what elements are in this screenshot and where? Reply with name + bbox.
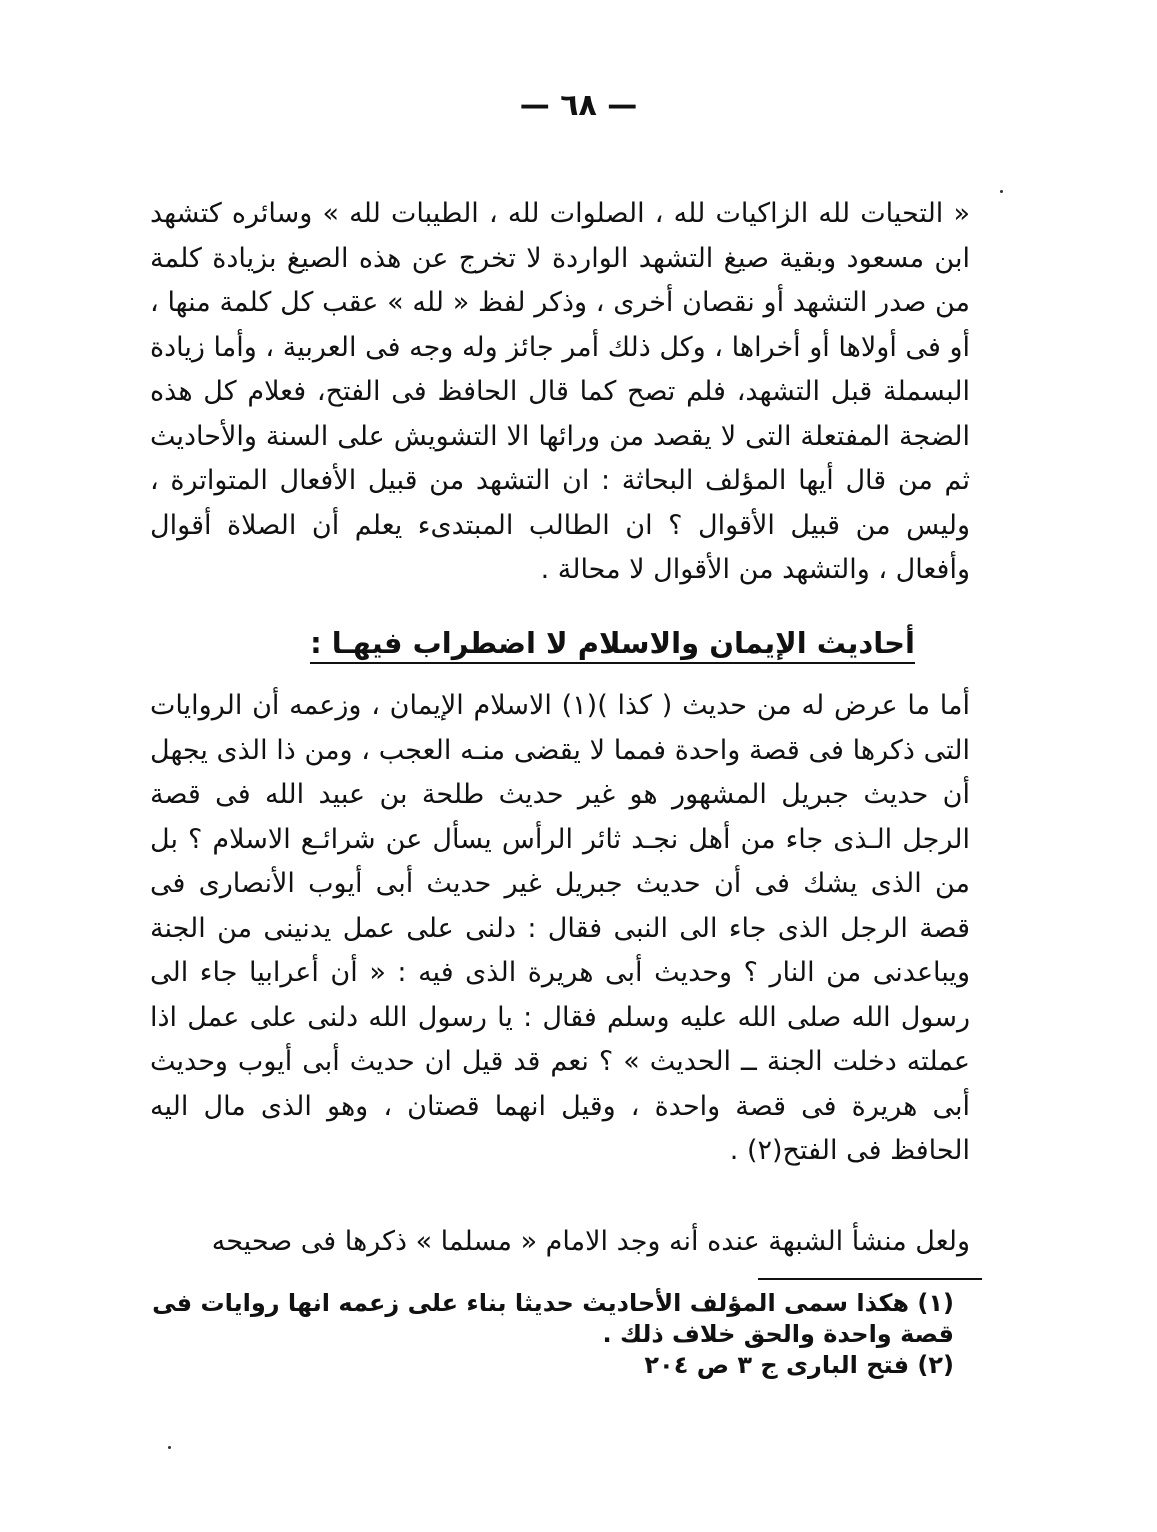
page-number: — ٦٨ — [519, 88, 638, 123]
section-heading: أحاديث الإيمان والاسلام لا اضطراب فيهـا : [310, 626, 915, 664]
scan-speck [1000, 190, 1003, 193]
paragraph-iman-islam: أما ما عرض له من حديث ( كذا )(١) الاسلام الإيمان ، وزعمه أن الروايات التى ذكرها فى قصة واحدة فمما لا يقضى منـه العجب ، ومن ذا الذى يجهل أن حديث جبريل المشهور هو غير حديث طلحة بن عبيد الله فى قصة الرجل الـذى جاء من أهل نجـد ثائر الرأس يسأل عن شرائـع الاسلام ؟ بل من الذى يشك فى أن حديث جبريل غير حديث أبى أيوب الأنصارى فى قصة الرجل الذى جاء الى النبى فقال : دلنى على عمل يدنينى من الجنة ويباعدنى من النار ؟ وحديث أبى هريرة الذى فيه : « أن أعرابيا جاء الى رسول الله صلى الله عليه وسلم فقال : يا رسول الله دلنى على عمل اذا عملته دخلت الجنة ــ الحديث » ؟ نعم قد قيل ان حديث أبى أيوب وحديث أبى هريرة فى قصة واحدة ، وقيل انهما قصتان ، وهو الذى مال اليه الحافظ فى الفتح(٢) . [150, 690, 970, 1166]
footnote-2: (٢) فتح البارى ج ٣ ص ٢٠٤ [644, 1351, 954, 1379]
footnotes [150, 1288, 976, 1405]
footnote-1: (١) هكذا سمى المؤلف الأحاديث حديثا بناء على زعمه انها روايات فى قصة واحدة والحق خلاف ذلك . [152, 1289, 954, 1348]
footnote-separator [758, 1278, 982, 1280]
scan-speck [168, 1446, 171, 1449]
paragraph-tashahhud: « التحيات لله الزاكيات لله ، الصلوات لله ، الطيبات لله » وسائره كتشهد ابن مسعود وبقية صيغ التشهد الواردة لا تخرج عن هذه الصيغ بزيادة كلمة من صدر التشهد أو نقصان أخرى ، وذكر لفظ « لله » عقب كل كلمة منها ، أو فى أولاها أو أخراها ، وكل ذلك أمر جائز وله وجه فى العربية ، وأما زيادة البسملة قبل التشهد، فلم تصح كما قال الحافظ فى الفتح، فعلام كل هذه الضجة المفتعلة التى لا يقصد من ورائها الا التشويش على السنة والأحاديث ثم من قال أيها المؤلف البحاثة : ان التشهد من قبيل الأفعال المتواترة ، وليس من قبيل الأقوال ؟ ان الطالب المبتدىء يعلم أن الصلاة أقوال وأفعال ، والتشهد من الأقوال لا محالة . [150, 198, 970, 585]
paragraph-continuation: ولعل منشأ الشبهة عنده أنه وجد الامام « مسلما » ذكرها فى صحيحه [211, 1226, 970, 1257]
